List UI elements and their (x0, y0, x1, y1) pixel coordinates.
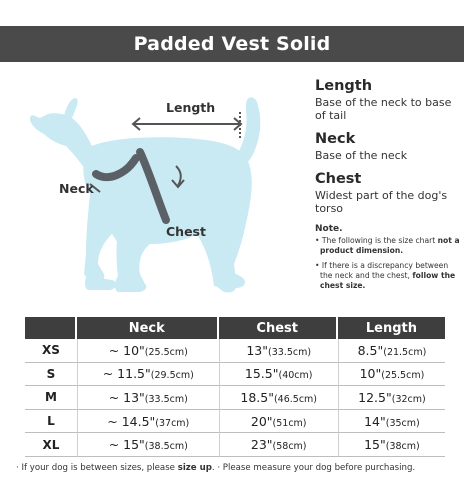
neck-cell (77, 363, 219, 387)
table-header-neck: Neck (77, 317, 219, 339)
table-header-chest: Chest (219, 317, 338, 339)
note-title: Note. (315, 224, 343, 234)
length-cell (338, 363, 445, 387)
length-label: Length (166, 100, 216, 115)
definition-length (315, 78, 460, 122)
inch-value: 12.5" (358, 389, 392, 405)
definition-text: Base of the neck (315, 149, 408, 162)
note-emphasis: not a product dimension. (320, 236, 460, 255)
length-cell (338, 386, 445, 410)
cm-value: (46.5cm) (273, 393, 318, 405)
footer-right-text: · Please measure your dog before purchasing. (217, 463, 416, 473)
inch-value: 8.5" (357, 342, 384, 358)
table-header-blank (25, 317, 77, 339)
definitions-list (315, 78, 460, 224)
footer-left-end: . (211, 463, 215, 473)
definition-neck (315, 131, 460, 162)
chest-label: Chest (166, 224, 206, 239)
length-cell (338, 433, 445, 457)
inch-value: 20" (250, 413, 273, 429)
note-item (315, 261, 461, 291)
chest-cell (219, 433, 338, 457)
note-section (315, 224, 461, 296)
dog-diagram (0, 74, 300, 314)
table-row (25, 339, 445, 363)
definition-title: Chest (315, 171, 362, 187)
note-emphasis: follow the chest size. (320, 271, 456, 290)
length-cell (338, 339, 445, 363)
table-row (25, 410, 445, 434)
neck-cell (77, 433, 219, 457)
cm-value: (29.5cm) (150, 370, 194, 382)
cm-value: (21.5cm) (383, 346, 427, 358)
chest-cell (219, 386, 338, 410)
chest-cell (219, 410, 338, 434)
cm-value: (32cm) (391, 393, 426, 405)
footer-emphasis: size up (177, 463, 212, 473)
inch-value: 18.5" (240, 389, 274, 405)
note-text: • If there is a discrepancy between the neck and the chest, (315, 261, 449, 280)
cm-value: (38cm) (385, 441, 420, 453)
cm-value: (51cm) (272, 417, 307, 429)
table-row (25, 363, 445, 387)
size-cell: S (25, 363, 77, 387)
inch-value: 15" (364, 437, 386, 453)
definition-title: Neck (315, 131, 356, 147)
neck-cell (77, 410, 219, 434)
page-title: Padded Vest Solid (0, 26, 464, 62)
cm-value: (38.5cm) (144, 441, 188, 453)
size-chart-table (25, 317, 445, 457)
cm-value: (25.5cm) (144, 346, 188, 358)
definition-chest (315, 171, 460, 215)
chest-cell (219, 339, 338, 363)
cm-value: (25.5cm) (381, 370, 425, 382)
table-row (25, 433, 445, 457)
cm-value: (37cm) (155, 417, 190, 429)
neck-cell (77, 339, 219, 363)
definition-text: Base of the neck to base of tail (315, 96, 452, 122)
table-header-row (25, 317, 445, 339)
size-cell: L (25, 410, 77, 434)
size-cell: M (25, 386, 77, 410)
cm-value: (40cm) (278, 370, 313, 382)
cm-value: (33.5cm) (144, 393, 188, 405)
size-cell: XL (25, 433, 77, 457)
dog-illustration (0, 74, 300, 314)
size-cell: XS (25, 339, 77, 363)
inch-value: 13" (246, 342, 268, 358)
note-item (315, 236, 461, 256)
definition-text: Widest part of the dog's torso (315, 189, 448, 215)
chest-cell (219, 363, 338, 387)
footer-left-text: · If your dog is between sizes, please (16, 463, 178, 473)
definition-title: Length (315, 78, 373, 94)
inch-value: 23" (250, 437, 273, 453)
table-header-length: Length (338, 317, 445, 339)
neck-cell (77, 386, 219, 410)
neck-label: Neck (59, 181, 94, 196)
length-cell (338, 410, 445, 434)
cm-value: (58cm) (272, 441, 307, 453)
table-row (25, 386, 445, 410)
inch-value: ~ 10" (108, 342, 145, 358)
inch-value: 14" (364, 413, 386, 429)
inch-value: ~ 13" (108, 389, 145, 405)
inch-value: 10" (359, 366, 382, 382)
inch-value: ~ 11.5" (102, 366, 151, 382)
inch-value: 15.5" (244, 366, 279, 382)
cm-value: (33.5cm) (268, 346, 312, 358)
cm-value: (35cm) (385, 417, 420, 429)
note-text: • The following is the size chart (315, 236, 438, 245)
inch-value: ~ 14.5" (107, 413, 156, 429)
footer-note (16, 463, 456, 473)
inch-value: ~ 15" (108, 437, 145, 453)
